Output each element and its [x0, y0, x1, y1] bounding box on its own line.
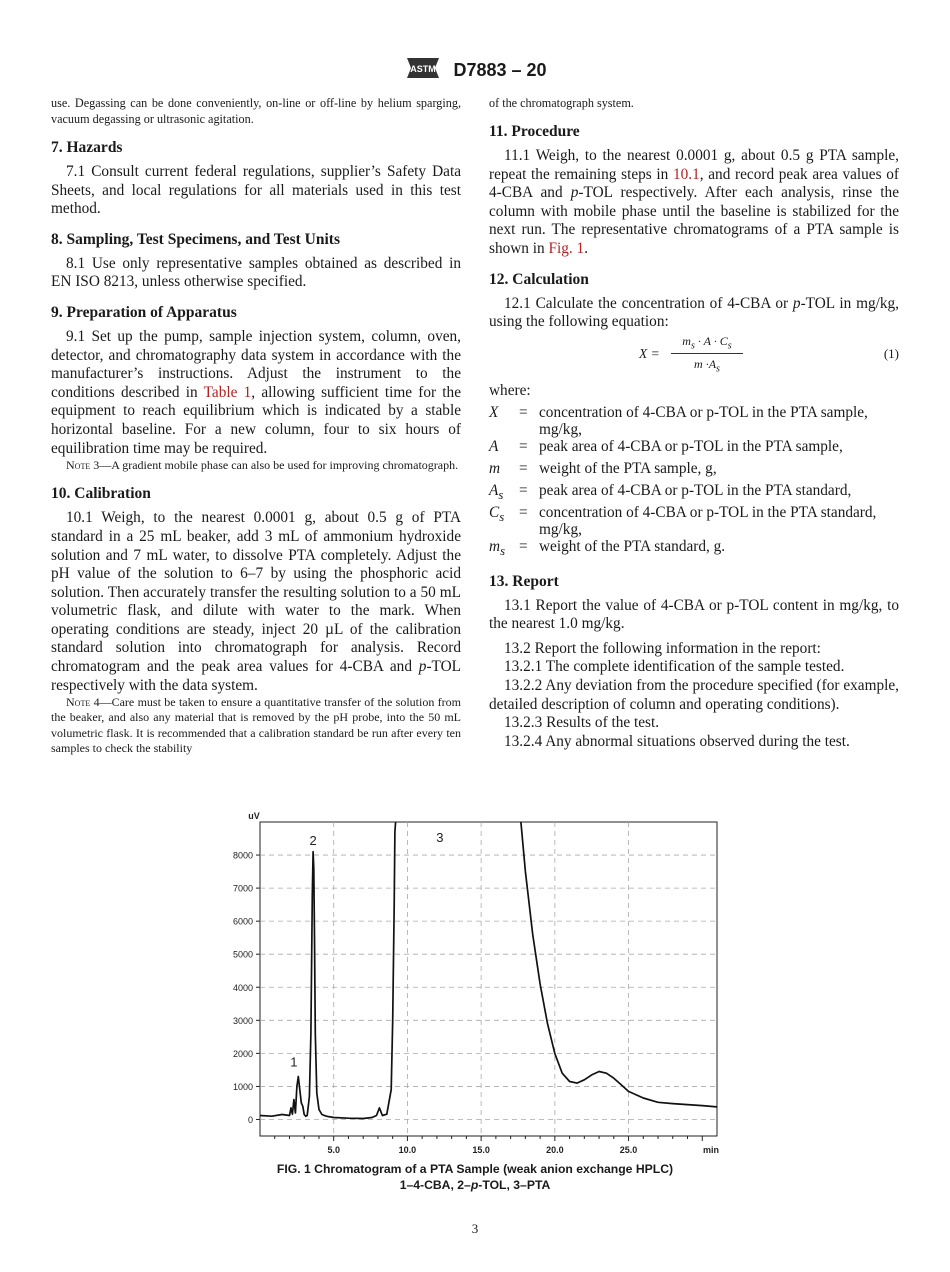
y-tick-label: 5000: [232, 949, 253, 960]
chromatogram-series-line: [260, 822, 396, 1119]
equation-numerator: $m_s \cdot A \cdot C_s$: [671, 334, 743, 354]
y-tick-label: 7000: [232, 883, 253, 894]
section-10-1-link[interactable]: 10.1: [672, 165, 700, 183]
where-label: where:: [489, 381, 531, 399]
fig-1-link[interactable]: Fig. 1: [548, 239, 585, 257]
section-11-1: 11.1 Weigh, to the nearest 0.0001 g, about 0.5 g PTA sample, repeat the remaining steps in 10.1, and record peak area values of 4-CBA and p-TOL respectively. After each analysis, rinse the column with mobile phase until the baseline is stabilized for the next run. The representative chromatograms of a PTA sample is shown in Fig. 1.: [489, 147, 899, 257]
equation-denominator: $m \cdot A_s$: [694, 357, 720, 375]
note-3: Note 3—A gradient mobile phase can also be used for improving chromatograph.: [66, 458, 459, 473]
section-10-title: 10. Calibration: [51, 485, 151, 503]
y-tick-label: 2000: [232, 1048, 253, 1059]
plot-frame: [260, 822, 717, 1136]
section-13-2: 13.2 Report the following information in the report:: [504, 639, 821, 657]
x-tick-label: 25.0: [619, 1145, 638, 1155]
equation-number: (1): [883, 345, 899, 361]
definition-item: $A_s$ = peak area of 4-CBA or p-TOL in the PTA standard,: [489, 482, 852, 503]
section-12-1: 12.1 Calculate the concentration of 4-CBA or p-TOL in mg/kg, using the following equation:: [489, 294, 899, 331]
variable-definitions: [489, 404, 899, 560]
peak-label: 1: [290, 1054, 298, 1070]
y-tick-label: 0: [247, 1114, 253, 1125]
equation-1: [489, 334, 899, 376]
section-10-1: 10.1 Weigh, to the nearest 0.0001 g, about 0.5 g of PTA standard in a 25 mL beaker, add 3 mL of ammonium hydroxide solution and 7 mL water, to dissolve PTA completely. Adjust the pH value of the solution to 6–7 by using the phosphoric acid solution. Then accurately transfer the resulting solution to a 50 mL volumetric flask, and dilute with water to the mark. When operating conditions are steady, inject 20 µL of the calibration standard solution into chromatograph for analysis. Record chromatogram and the peak area values for 4-CBA and p-TOL respectively with the data system.: [51, 509, 461, 694]
y-tick-label: 1000: [232, 1081, 253, 1092]
section-13-2-1: 13.2.1 The complete identification of the sample tested.: [504, 658, 845, 676]
x-tick-label: 20.0: [546, 1145, 564, 1155]
page-header: [0, 54, 950, 87]
section-9-1: 9.1 Set up the pump, sample injection system, column, oven, detector, and chromatography data system in accordance with the manufacturer’s instructions. Adjust the instrument to the conditions described in Table 1, allowing sufficient time for the equipment to reach equilibrium which is indicated by a stable horizontal baseline. For a new column, four to six hours of equilibration time may be required.: [51, 327, 461, 457]
section-13-title: 13. Report: [489, 572, 559, 590]
svg-text:ASTM: ASTM: [410, 64, 437, 74]
right-column: [489, 95, 899, 751]
section-13-1: 13.1 Report the value of 4-CBA or p-TOL content in mg/kg, to the nearest 1.0 mg/kg.: [489, 596, 899, 633]
x-axis-unit-label: min: [702, 1145, 720, 1155]
x-tick-label: 5.0: [327, 1145, 340, 1155]
peak-label: 2: [309, 833, 317, 849]
equation-fraction: [671, 334, 743, 375]
table-1-link[interactable]: Table 1: [203, 383, 252, 401]
section-12-title: 12. Calculation: [489, 270, 589, 288]
chromatogram-chart: [220, 808, 730, 1158]
figure-caption-line-1: FIG. 1 Chromatogram of a PTA Sample (weak anion exchange HPLC): [276, 1162, 674, 1176]
definition-item: m = weight of the PTA sample, g,: [489, 460, 717, 478]
section-13-2-4: 13.2.4 Any abnormal situations observed during the test.: [504, 732, 850, 750]
y-axis-label: uV: [248, 811, 260, 821]
peak-label: 3: [436, 829, 444, 845]
figure-1: [220, 808, 730, 1163]
section-9-title: 9. Preparation of Apparatus: [51, 303, 237, 321]
x-tick-label: 15.0: [472, 1145, 490, 1155]
definition-item: A = peak area of 4-CBA or p-TOL in the PTA sample,: [489, 438, 843, 456]
continued-text: use. Degassing can be done conveniently, on-line or off-line by helium sparging, vacuum degassing or ultrasonic agitation.: [51, 96, 461, 126]
section-7-1: 7.1 Consult current federal regulations, supplier’s Safety Data Sheets, and local regulations for all materials used in this test method.: [51, 163, 461, 218]
definition-item: $m_s$ = weight of the PTA standard, g.: [489, 538, 726, 559]
left-column: [51, 95, 461, 756]
y-tick-label: 6000: [232, 916, 253, 927]
section-13-2-3: 13.2.3 Results of the test.: [504, 714, 660, 732]
x-tick-label: 10.0: [398, 1145, 417, 1155]
section-7-title: 7. Hazards: [51, 139, 123, 156]
y-tick-label: 8000: [232, 850, 253, 861]
section-13-2-2: 13.2.2 Any deviation from the procedure specified (for example, detailed description of column and operating conditions).: [489, 676, 899, 713]
section-11-title: 11. Procedure: [489, 123, 580, 140]
section-8-title: 8. Sampling, Test Specimens, and Test Units: [51, 230, 340, 248]
equation-lhs: X =: [639, 345, 660, 361]
astm-logo: [403, 54, 443, 87]
definition-item: $C_s$ = concentration of 4-CBA or p-TOL in the PTA standard, mg/kg,: [489, 504, 877, 539]
page-number: 3: [471, 1221, 479, 1236]
y-tick-label: 4000: [232, 982, 253, 993]
figure-caption-line-2: 1–4-CBA, 2–p-TOL, 3–PTA: [399, 1178, 551, 1192]
y-tick-label: 3000: [232, 1015, 253, 1026]
continued-text-right: of the chromatograph system.: [489, 96, 634, 110]
definition-item: X = concentration of 4-CBA or p-TOL in the PTA sample, mg/kg,: [489, 404, 868, 439]
document-designation: D7883 – 20: [453, 60, 547, 80]
section-8-1: 8.1 Use only representative samples obtained as described in EN ISO 8213, unless otherwise specified.: [51, 254, 461, 291]
chromatogram-series-line: [521, 822, 717, 1107]
note-4: Note 4—Care must be taken to ensure a quantitative transfer of the solution from the beaker, and also any material that is removed by the pH probe, into the 50 mL volumetric flask. It is recommended that a calibration standard be run after every ten samples to check the stability: [51, 695, 462, 755]
